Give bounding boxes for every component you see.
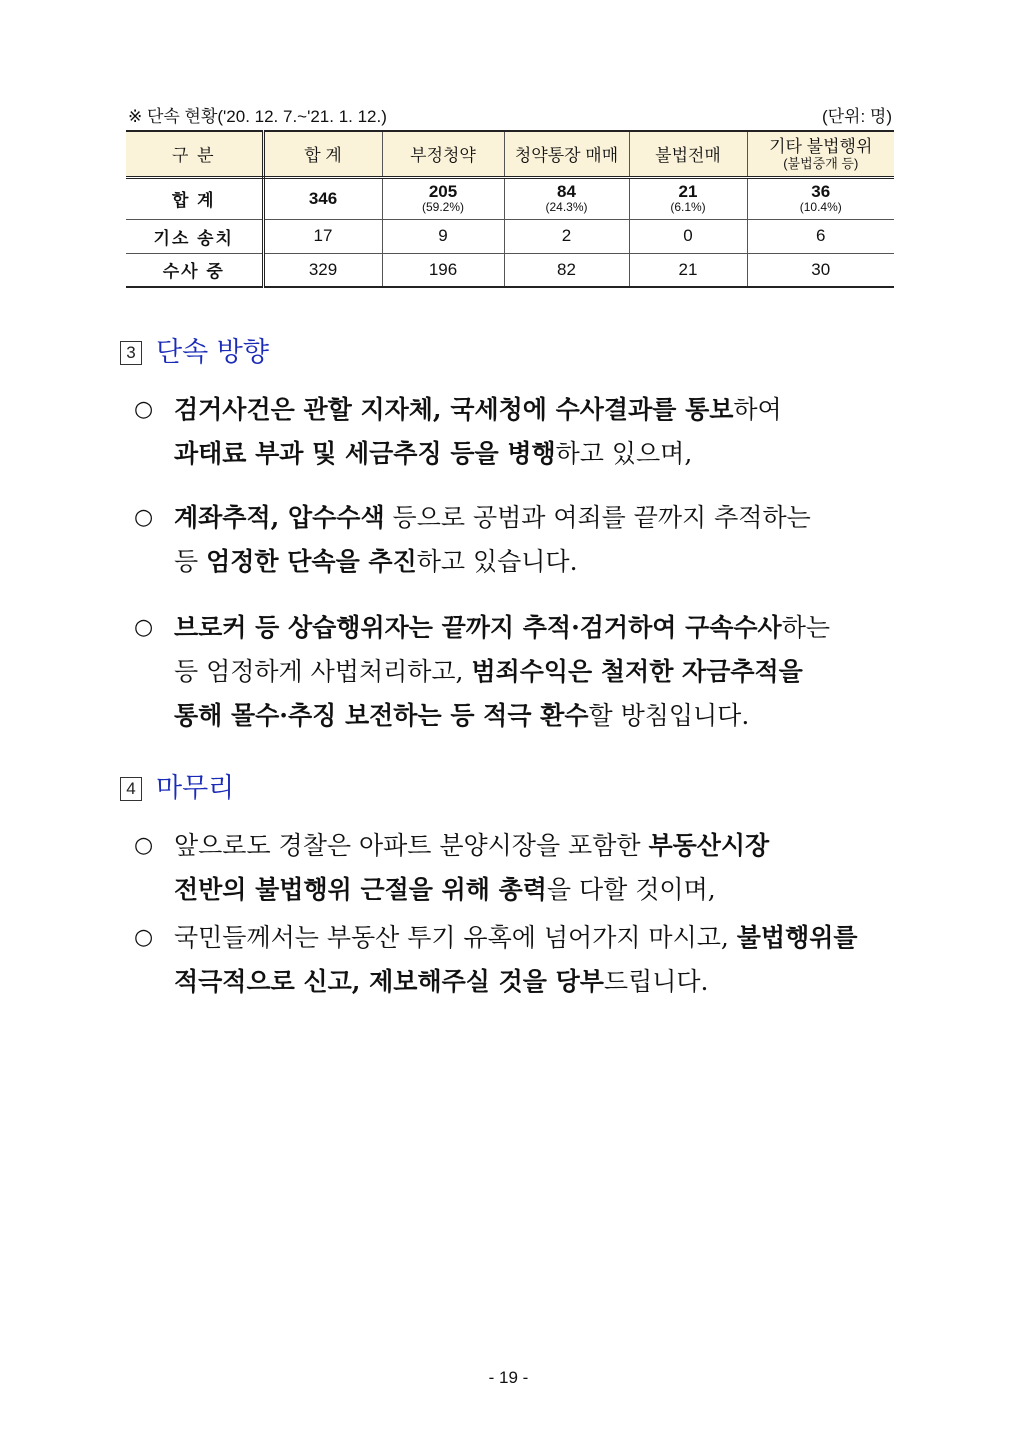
table-title: ※ 단속 현황('20. 12. 7.~'21. 1. 12.): [128, 107, 387, 126]
body-text: 을 다할 것이며,: [546, 875, 716, 904]
cell-value: 36: [811, 182, 831, 201]
table-cell: 82: [504, 253, 629, 287]
emphasis-text: 전반의 불법행위 근절을 위해 총력: [174, 875, 547, 904]
table-cell: 329: [263, 253, 382, 287]
bullet-item: [134, 824, 898, 912]
table-unit: (단위: 명): [821, 107, 892, 126]
body-text: 등 엄정하게 사법처리하고,: [174, 657, 472, 686]
table-row: [126, 253, 894, 287]
emphasis-text: 과태료 부과 및 세금추징 등을 병행: [174, 439, 556, 468]
bullet-circle-icon: ○: [134, 397, 154, 422]
header-illegal-subscription: 부정청약: [382, 131, 504, 177]
table-cell: 6: [747, 219, 894, 253]
table-row: [126, 219, 894, 253]
section-title: 마무리: [156, 773, 235, 804]
bullet-circle-icon: ○: [134, 615, 154, 640]
bullet-line: [134, 606, 898, 650]
section-heading-enforcement-direction: [120, 330, 269, 366]
cell-percent: (10.4%): [799, 200, 842, 214]
row-label: 수사 중: [126, 253, 263, 287]
section-title: 단속 방향: [156, 337, 269, 368]
header-illegal-resale: 불법전매: [629, 131, 747, 177]
row-label: 합 계: [126, 177, 263, 219]
bullet-line: [134, 868, 898, 912]
cell-value: 84: [557, 182, 576, 201]
body-text: 드립니다.: [603, 967, 709, 996]
table-cell: 17: [263, 219, 382, 253]
bullet-circle-icon: ○: [134, 505, 154, 530]
body-text: 하고 있습니다.: [416, 547, 578, 576]
emphasis-text: 계좌추적, 압수수색: [174, 503, 385, 532]
bullet-line: [134, 824, 898, 868]
body-text: 등으로 공범과 여죄를 끝까지 추적하는: [384, 503, 811, 532]
bullet-line: [134, 432, 898, 476]
emphasis-text: 통해 몰수·추징 보전하는 등 적극 환수: [174, 701, 589, 730]
enforcement-status-table: [126, 130, 894, 288]
table-cell: 9: [382, 219, 504, 253]
header-category: 구 분: [126, 131, 263, 177]
bullet-line: [134, 388, 898, 432]
body-text: 할 방침입니다.: [588, 701, 750, 730]
bullet-line: [134, 916, 898, 960]
bullet-line: [134, 960, 898, 1004]
header-other-main: 기타 불법행위: [769, 136, 873, 156]
emphasis-text: 부동산시장: [648, 831, 770, 860]
section-number-box: 3: [120, 341, 142, 365]
page-number: - 19 -: [488, 1368, 529, 1387]
body-text: 하고 있으며,: [555, 439, 693, 468]
emphasis-text: 엄정한 단속을 추진: [206, 547, 417, 576]
bullet-item: [134, 606, 898, 738]
bullet-line: [134, 540, 898, 584]
header-total: 합 계: [263, 131, 382, 177]
table-cell: [382, 177, 504, 219]
header-other-illegal: [747, 131, 894, 177]
table-cell: 346: [263, 177, 382, 219]
bullet-line: [134, 650, 898, 694]
emphasis-text: 검거사건은 관할 지자체, 국세청에 수사결과를 통보: [174, 395, 734, 424]
table-total-row: [126, 177, 894, 219]
section-heading-closing: [120, 766, 234, 802]
emphasis-text: 범죄수익은 철저한 자금추적을: [471, 657, 803, 686]
table-cell: 0: [629, 219, 747, 253]
table-header-row: [126, 131, 894, 177]
bullet-line: [134, 694, 898, 738]
bullet-line: [134, 496, 898, 540]
body-text: 등: [174, 547, 207, 576]
emphasis-text: 적극적으로 신고, 제보해주실 것을 당부: [174, 967, 604, 996]
table-cell: [504, 177, 629, 219]
header-other-sub: (불법중개 등): [783, 155, 859, 171]
bullet-item: [134, 496, 898, 584]
bullet-item: [134, 916, 898, 1004]
table-cell: 30: [747, 253, 894, 287]
bullet-circle-icon: ○: [134, 833, 154, 858]
table-cell: 21: [629, 253, 747, 287]
bullet-circle-icon: ○: [134, 925, 154, 950]
row-label: 기소 송치: [126, 219, 263, 253]
cell-percent: (6.1%): [670, 200, 706, 214]
table-cell: [629, 177, 747, 219]
bullet-item: [134, 388, 898, 476]
cell-percent: (59.2%): [421, 200, 465, 214]
section-number-box: 4: [120, 777, 142, 801]
cell-percent: (24.3%): [545, 200, 588, 214]
emphasis-text: 불법행위를: [736, 923, 858, 952]
header-account-trading: 청약통장 매매: [504, 131, 629, 177]
body-text: 하는: [781, 613, 830, 642]
body-text: 하여: [733, 395, 782, 424]
table-caption: [126, 100, 894, 128]
body-text: 국민들께서는 부동산 투기 유혹에 넘어가지 마시고,: [174, 923, 737, 952]
table-cell: 2: [504, 219, 629, 253]
cell-value: 21: [678, 182, 698, 201]
table-cell: 196: [382, 253, 504, 287]
cell-value: 205: [428, 182, 458, 201]
body-text: 앞으로도 경찰은 아파트 분양시장을 포함한: [174, 831, 649, 860]
table-cell: [747, 177, 894, 219]
emphasis-text: 브로커 등 상습행위자는 끝까지 추적·검거하여 구속수사: [174, 613, 782, 642]
